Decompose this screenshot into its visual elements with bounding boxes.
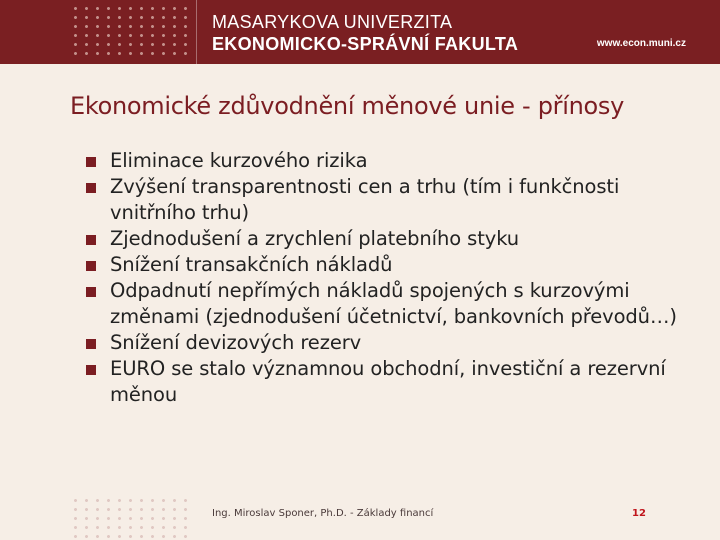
square-bullet-icon	[86, 235, 96, 245]
page-number: 12	[632, 508, 646, 519]
bullet-item	[86, 174, 696, 226]
square-bullet-icon	[86, 287, 96, 297]
bullet-text: EURO se stalo významnou obchodní, investiční a rezervní měnou	[110, 357, 666, 406]
footer-author: Ing. Miroslav Sponer, Ph.D. - Základy financí	[212, 508, 434, 519]
header-divider	[196, 0, 197, 64]
bullet-text: Eliminace kurzového rizika	[110, 149, 368, 172]
bullet-text: Zvýšení transparentnosti cen a trhu (tím i funkčnosti vnitřního trhu)	[110, 175, 620, 224]
bullet-text: Odpadnutí nepřímých nákladů spojených s kurzovými změnami (zjednodušení účetnictví, bankovních převodů…)	[110, 279, 677, 328]
square-bullet-icon	[86, 365, 96, 375]
bullet-item	[86, 226, 696, 252]
square-bullet-icon	[86, 339, 96, 349]
square-bullet-icon	[86, 261, 96, 271]
bullet-list	[86, 148, 696, 408]
faculty-url[interactable]: www.econ.muni.cz	[596, 38, 686, 49]
square-bullet-icon	[86, 183, 96, 193]
square-bullet-icon	[86, 157, 96, 167]
slide-title: Ekonomické zdůvodnění měnové unie - přínosy	[70, 92, 624, 120]
faculty-name: EKONOMICKO-SPRÁVNÍ FAKULTA	[212, 34, 519, 54]
bullet-item	[86, 330, 696, 356]
logo-dot-pattern	[70, 4, 188, 60]
header-banner	[0, 0, 720, 64]
bullet-item	[86, 252, 696, 278]
footer-dot-pattern	[70, 496, 188, 540]
bullet-text: Snížení transakčních nákladů	[110, 253, 393, 276]
bullet-item	[86, 148, 696, 174]
bullet-item	[86, 278, 696, 330]
bullet-text: Zjednodušení a zrychlení platebního styku	[110, 227, 520, 250]
bullet-text: Snížení devizových rezerv	[110, 331, 362, 354]
bullet-item	[86, 356, 696, 408]
university-name: MASARYKOVA UNIVERZITA	[212, 12, 453, 32]
